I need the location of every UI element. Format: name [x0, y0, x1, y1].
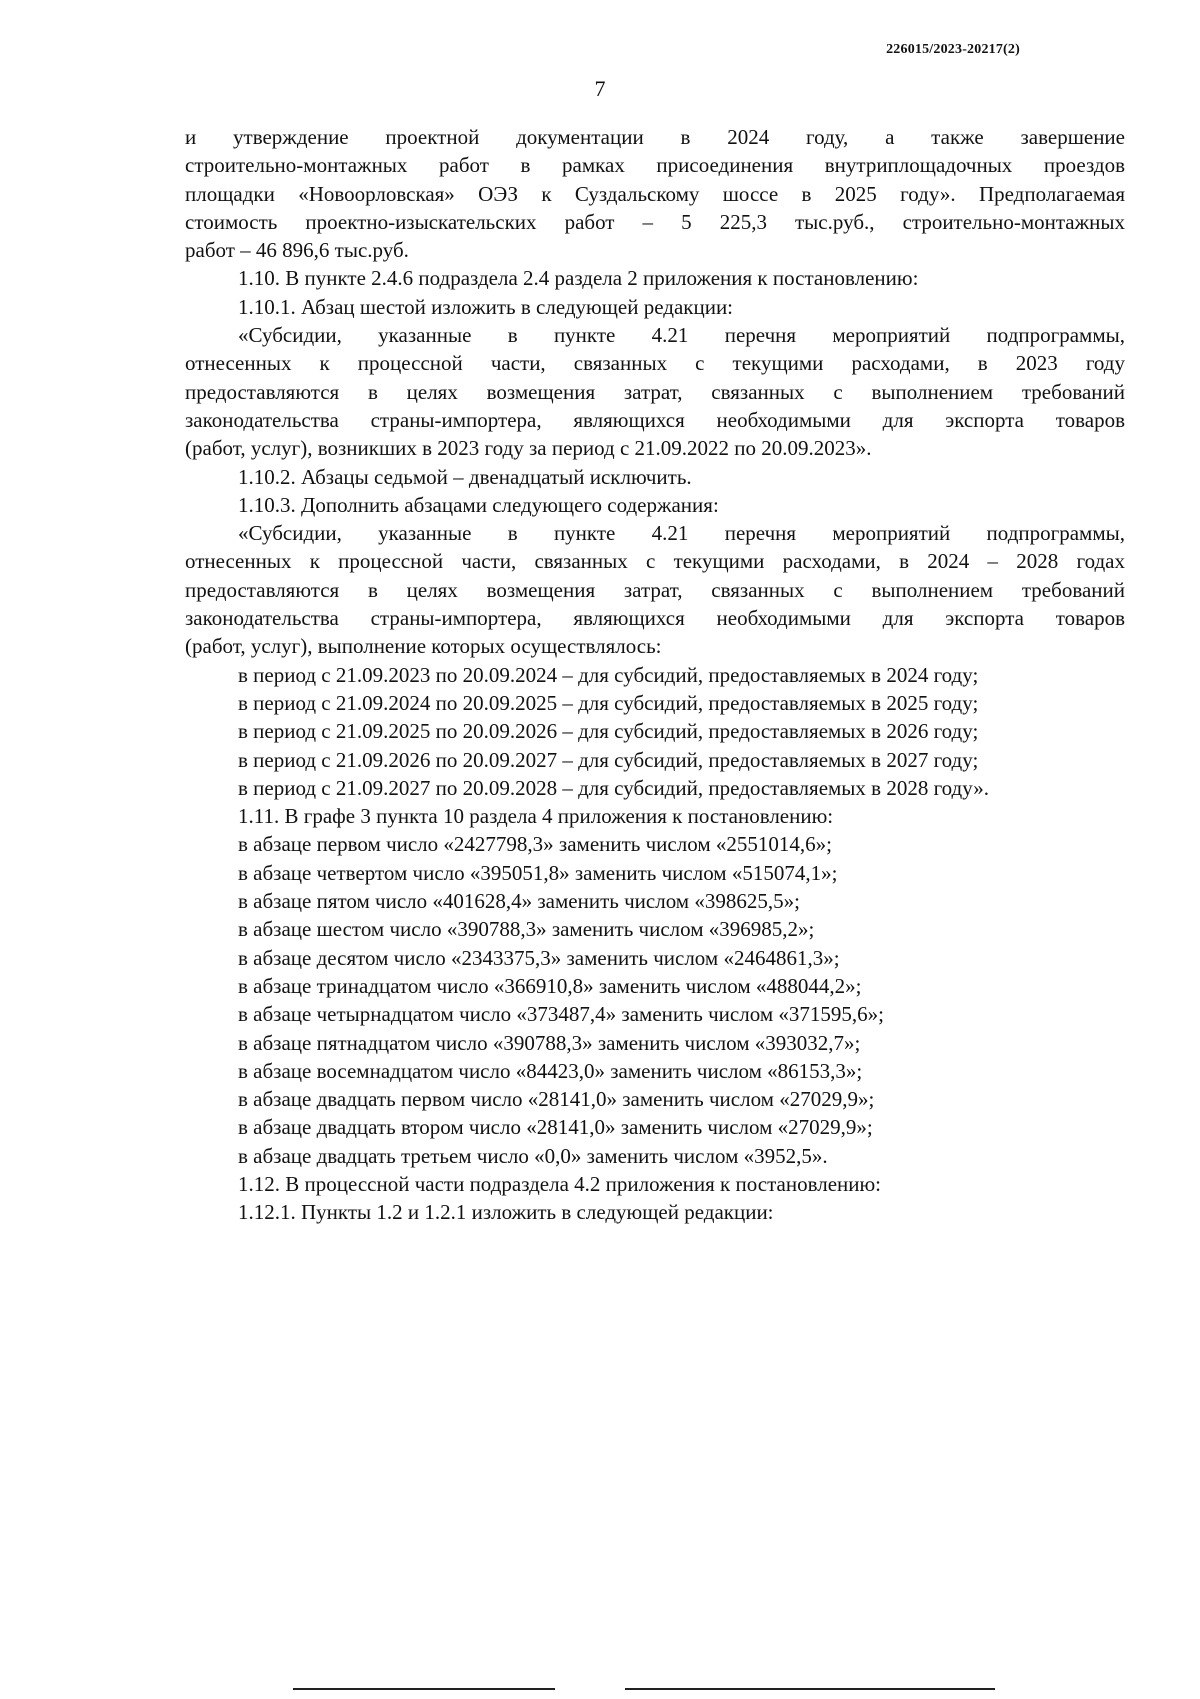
text-line: в период с 21.09.2023 по 20.09.2024 – для субсидий, предоставляемых в 2024 году;	[238, 662, 979, 687]
text-line: 1.12. В процессной части подраздела 4.2 приложения к постановлению:	[238, 1171, 882, 1196]
text-line: отнесенных к процессной части, связанных с текущими расходами, в 2024 – 2028 годах	[185, 549, 1125, 574]
text-line: законодательства страны-импортера, являющихся необходимыми для экспорта товаров	[185, 606, 1125, 631]
text-line: 1.12.1. Пункты 1.2 и 1.2.1 изложить в следующей редакции:	[238, 1200, 774, 1225]
text-line: строительно-монтажных работ в рамках присоединения внутриплощадочных проездов	[185, 153, 1125, 178]
text-line: в период с 21.09.2026 по 20.09.2027 – для субсидий, предоставляемых в 2027 году;	[238, 747, 979, 772]
document-id: 226015/2023-20217(2)	[886, 42, 1020, 57]
text-line: отнесенных к процессной части, связанных с текущими расходами, в 2023 году	[185, 351, 1125, 376]
text-line: 1.10.3. Дополнить абзацами следующего содержания:	[238, 492, 719, 517]
text-line: в абзаце двадцать первом число «28141,0» заменить числом «27029,9»;	[238, 1087, 875, 1112]
text-line: 1.10.2. Абзацы седьмой – двенадцатый исключить.	[238, 464, 692, 489]
text-line: «Субсидии, указанные в пункте 4.21 перечня мероприятий подпрограммы,	[238, 521, 1125, 546]
text-line: (работ, услуг), выполнение которых осуществлялось:	[185, 634, 662, 659]
text-line: в абзаце четырнадцатом число «373487,4» заменить числом «371595,6»;	[238, 1002, 884, 1027]
text-line: в абзаце шестом число «390788,3» заменить числом «396985,2»;	[238, 917, 815, 942]
text-line: в абзаце двадцать третьем число «0,0» заменить числом «3952,5».	[238, 1143, 828, 1168]
text-line: в абзаце первом число «2427798,3» заменить числом «2551014,6»;	[238, 832, 832, 857]
page-number: 7	[594, 76, 606, 101]
text-line: предоставляются в целях возмещения затрат, связанных с выполнением требований	[185, 379, 1125, 404]
text-line: в абзаце десятом число «2343375,3» заменить числом «2464861,3»;	[238, 945, 840, 970]
text-line: в период с 21.09.2024 по 20.09.2025 – для субсидий, предоставляемых в 2025 году;	[238, 690, 979, 715]
text-line: (работ, услуг), возникших в 2023 году за период с 21.09.2022 по 20.09.2023».	[185, 436, 872, 461]
text-line: площадки «Новоорловская» ОЭЗ к Суздальскому шоссе в 2025 году». Предполагаемая	[185, 181, 1125, 206]
text-line: стоимость проектно-изыскательских работ – 5 225,3 тыс.руб., строительно-монтажных	[185, 209, 1125, 234]
footer-rule-left	[293, 1688, 555, 1690]
text-line: в абзаце пятнадцатом число «390788,3» заменить числом «393032,7»;	[238, 1030, 861, 1055]
text-line: предоставляются в целях возмещения затрат, связанных с выполнением требований	[185, 577, 1125, 602]
text-line: в абзаце двадцать втором число «28141,0» заменить числом «27029,9»;	[238, 1115, 873, 1140]
document-body	[185, 123, 1125, 1227]
text-line: 1.10.1. Абзац шестой изложить в следующей редакции:	[238, 294, 734, 319]
text-line: «Субсидии, указанные в пункте 4.21 перечня мероприятий подпрограммы,	[238, 323, 1125, 348]
text-line: в абзаце пятом число «401628,4» заменить числом «398625,5»;	[238, 889, 800, 914]
text-line: 1.10. В пункте 2.4.6 подраздела 2.4 раздела 2 приложения к постановлению:	[238, 266, 919, 291]
text-line: в абзаце восемнадцатом число «84423,0» заменить числом «86153,3»;	[238, 1058, 863, 1083]
footer-scan-marks	[0, 1685, 1200, 1693]
text-line: в период с 21.09.2025 по 20.09.2026 – для субсидий, предоставляемых в 2026 году;	[238, 719, 979, 744]
text-line: 1.11. В графе 3 пункта 10 раздела 4 приложения к постановлению:	[238, 804, 834, 829]
text-line: в абзаце тринадцатом число «366910,8» заменить числом «488044,2»;	[238, 973, 862, 998]
text-line: в абзаце четвертом число «395051,8» заменить числом «515074,1»;	[238, 860, 838, 885]
footer-rule-right	[625, 1688, 995, 1690]
text-line: законодательства страны-импортера, являющихся необходимыми для экспорта товаров	[185, 407, 1125, 432]
text-line: работ – 46 896,6 тыс.руб.	[185, 238, 409, 263]
text-line: и утверждение проектной документации в 2024 году, а также завершение	[185, 125, 1125, 149]
text-line: в период с 21.09.2027 по 20.09.2028 – для субсидий, предоставляемых в 2028 году».	[238, 775, 990, 800]
